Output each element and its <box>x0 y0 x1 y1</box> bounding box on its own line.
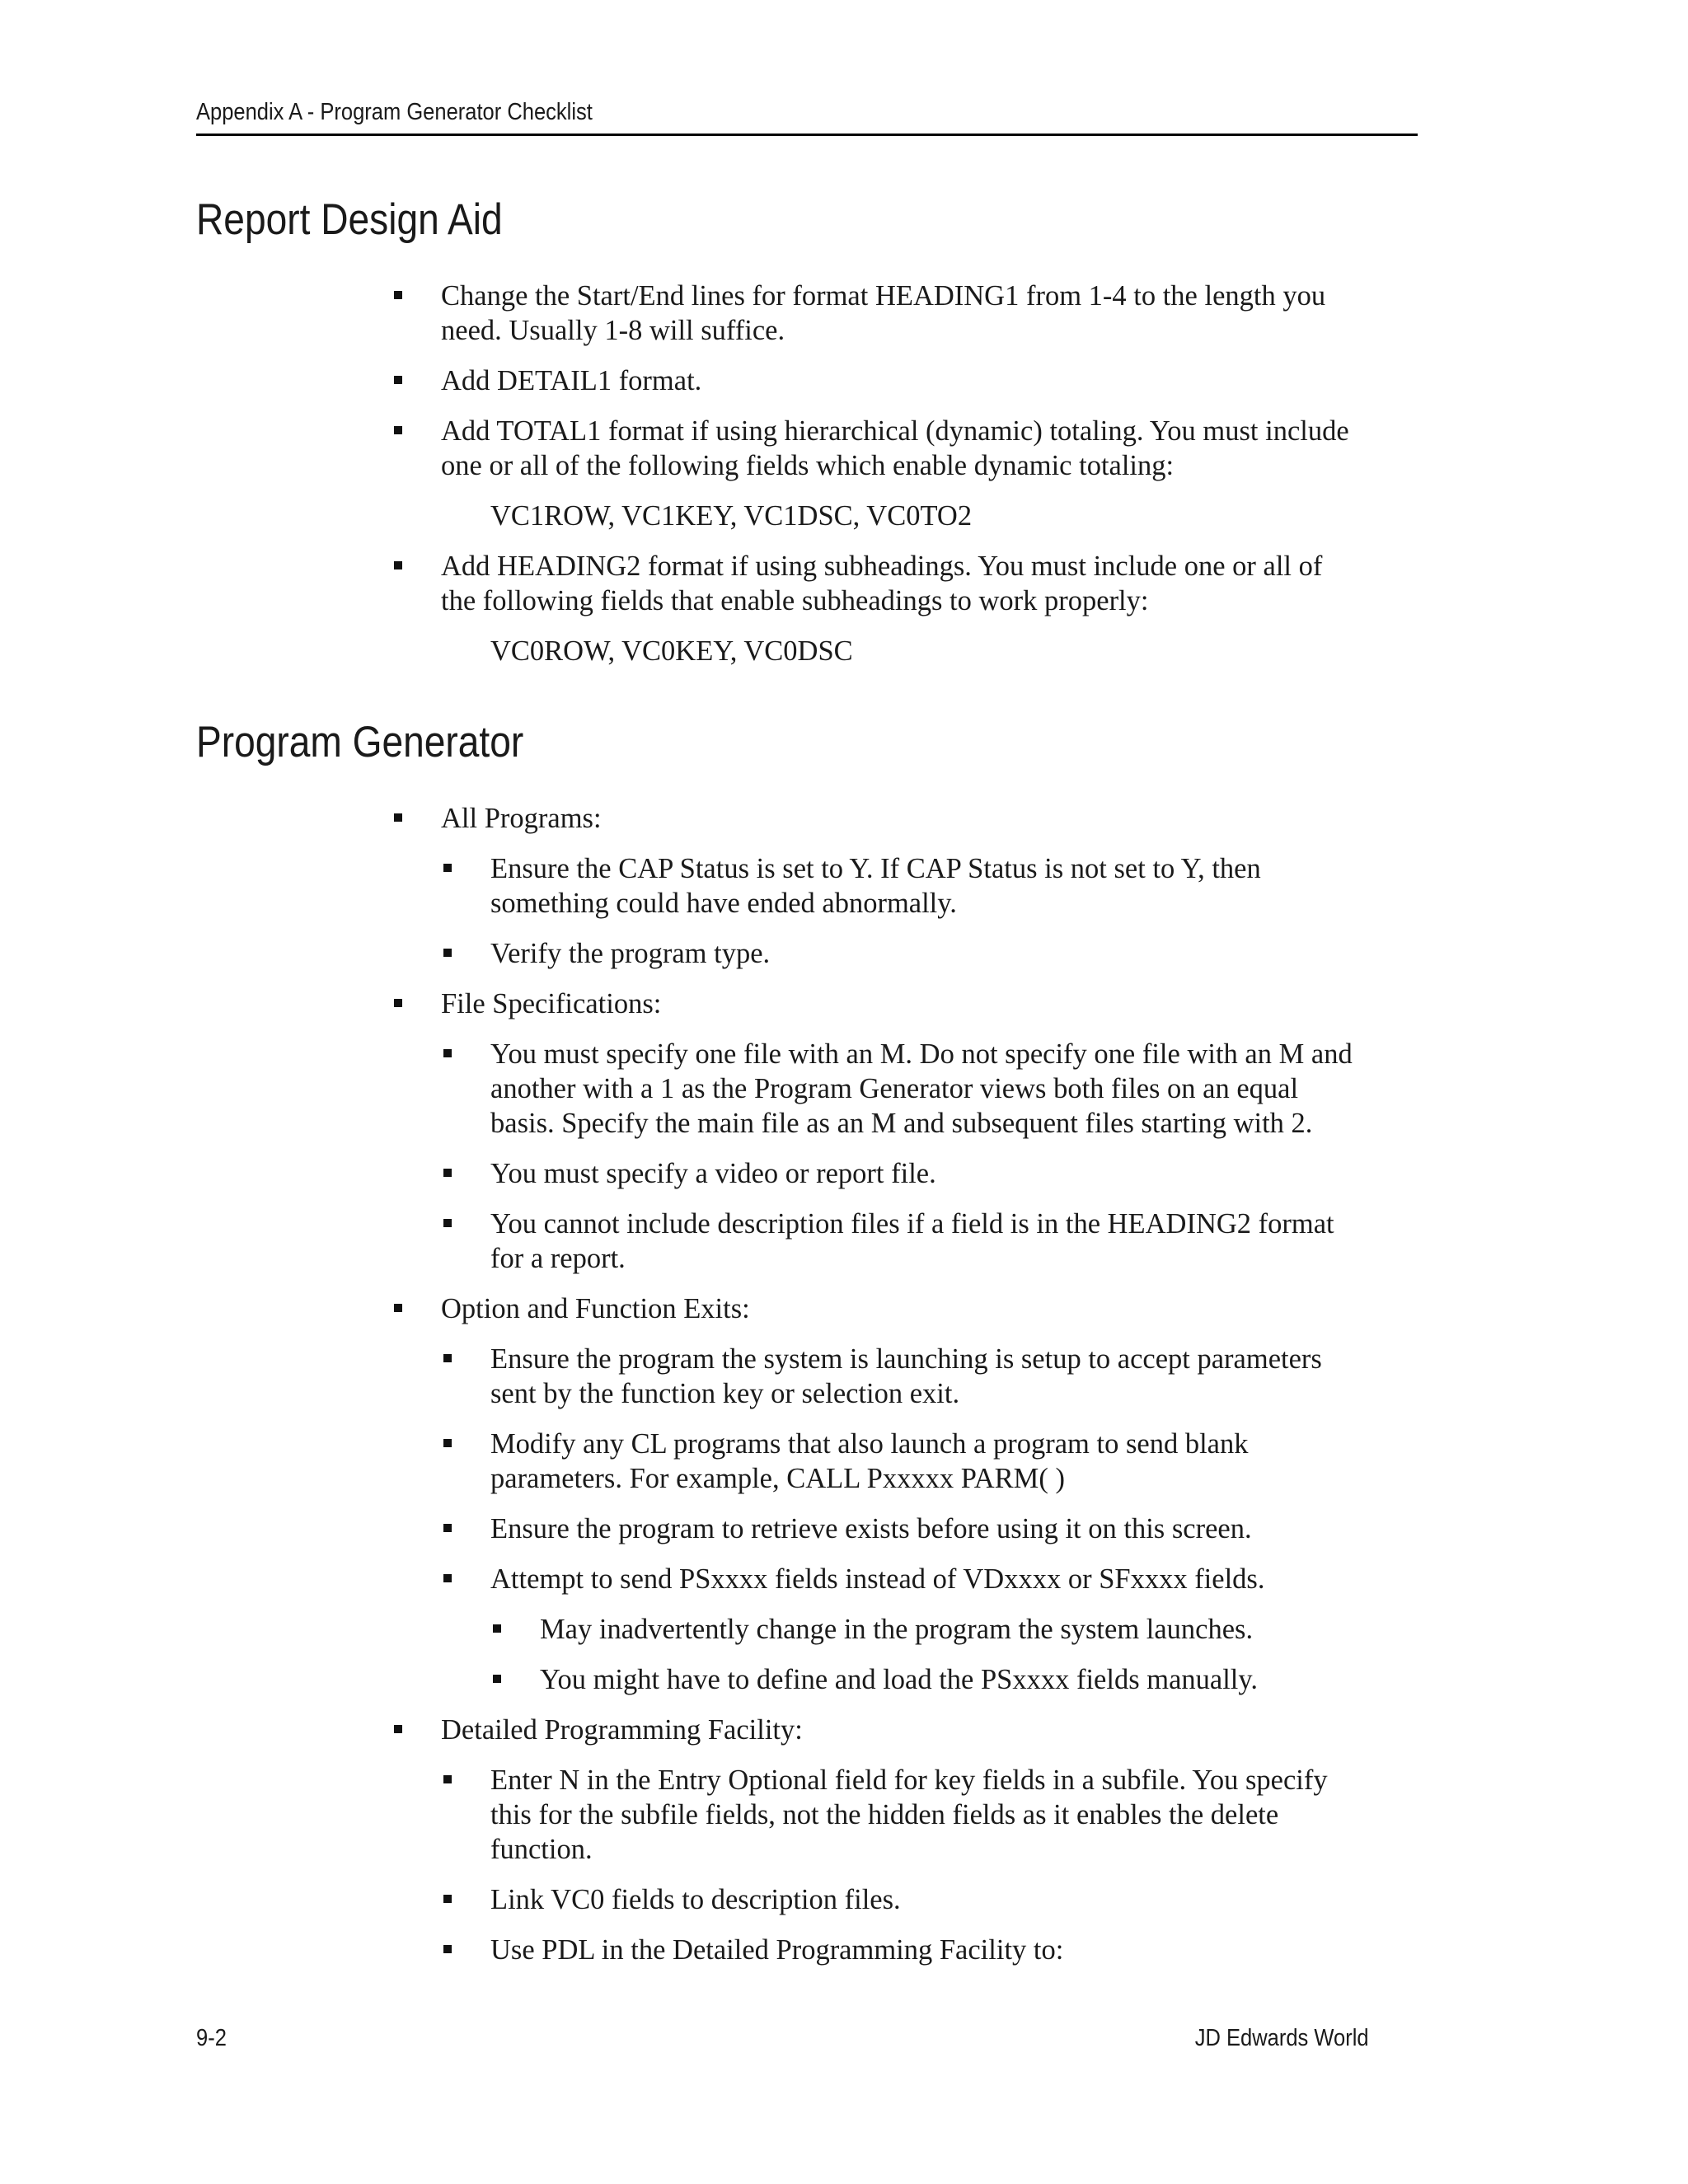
list-item-line: You cannot include description files if a field is in the HEADING2 format <box>490 1208 1334 1240</box>
list-item-line: You might have to define and load the PSxxxx fields manually. <box>540 1664 1259 1695</box>
list-item-line: Link VC0 fields to description files. <box>490 1884 901 1915</box>
list-item-line: sent by the function key or selection exit. <box>490 1378 960 1409</box>
bullet-icon <box>443 1169 452 1177</box>
list-item-line: parameters. For example, CALL Pxxxxx PARM( ) <box>490 1463 1065 1494</box>
list-item <box>490 1511 1252 1546</box>
bullet-icon <box>394 426 402 434</box>
list-item-line: need. Usually 1-8 will suffice. <box>441 315 785 346</box>
list-item-line: You must specify a video or report file. <box>490 1158 936 1189</box>
list-item <box>441 279 1325 348</box>
list-item-line: for a report. <box>490 1243 626 1274</box>
bullet-icon <box>443 1945 452 1953</box>
list-item-line: Add TOTAL1 format if using hierarchical (dynamic) totaling. You must include <box>441 415 1349 447</box>
list-item <box>490 1156 936 1191</box>
bullet-icon <box>443 949 452 957</box>
bullet-icon <box>443 1219 452 1227</box>
bullet-icon <box>394 999 402 1007</box>
list-item-line: May inadvertently change in the program the system launches. <box>540 1614 1254 1645</box>
list-item-line: You must specify one file with an M. Do not specify one file with an M and <box>490 1038 1353 1070</box>
list-item-line: Change the Start/End lines for format HEADING1 from 1-4 to the length you <box>441 280 1326 312</box>
list-item-line: something could have ended abnormally. <box>490 888 957 919</box>
bullet-icon <box>443 1574 452 1582</box>
list-item <box>441 549 1322 618</box>
header-title: Appendix A - Program Generator Checklist <box>196 99 593 125</box>
list-item-line: Ensure the program the system is launching is setup to accept parameters <box>490 1343 1322 1375</box>
bullet-icon <box>443 1354 452 1362</box>
list-item <box>490 851 1261 921</box>
bullet-icon <box>443 1049 452 1057</box>
page-header <box>196 97 1418 136</box>
list-item-line: Detailed Programming Facility: <box>441 1714 803 1746</box>
bullet-icon <box>443 1524 452 1532</box>
list-item <box>441 801 602 836</box>
bullet-icon <box>394 376 402 384</box>
bullet-icon <box>394 813 402 822</box>
list-item-line: Use PDL in the Detailed Programming Facility to: <box>490 1934 1064 1966</box>
list-item-line: one or all of the following fields which enable dynamic totaling: <box>441 450 1175 481</box>
bullet-icon <box>493 1624 501 1633</box>
page-number: 9-2 <box>196 2025 227 2051</box>
list-item <box>490 936 770 971</box>
list-item <box>490 1882 901 1917</box>
bullet-icon <box>443 1775 452 1783</box>
list-item-line: the following fields that enable subheadings to work properly: <box>441 585 1149 616</box>
field-list-text <box>490 499 972 533</box>
field-list-text <box>490 634 853 668</box>
list-item-line: this for the subfile fields, not the hidden fields as it enables the delete <box>490 1799 1279 1830</box>
bullet-icon <box>443 1895 452 1903</box>
list-item-line: VC1ROW, VC1KEY, VC1DSC, VC0TO2 <box>490 500 973 532</box>
list-item-line: basis. Specify the main file as an M and subsequent files starting with 2. <box>490 1108 1313 1139</box>
list-item <box>490 1763 1328 1867</box>
list-item <box>490 1933 1063 1967</box>
list-item-line: Option and Function Exits: <box>441 1293 750 1324</box>
list-item-line: Attempt to send PSxxxx fields instead of VDxxxx or SFxxxx fields. <box>490 1563 1265 1595</box>
list-item <box>441 1713 803 1747</box>
list-item-line: Ensure the program to retrieve exists before using it on this screen. <box>490 1513 1252 1544</box>
bullet-icon <box>394 1304 402 1312</box>
list-item <box>441 1291 750 1326</box>
bullet-icon <box>443 1439 452 1447</box>
list-item-line: Add HEADING2 format if using subheadings. You must include one or all of <box>441 551 1323 582</box>
list-item <box>441 987 661 1021</box>
list-item-line: another with a 1 as the Program Generator views both files on an equal <box>490 1073 1299 1104</box>
list-item-line: Verify the program type. <box>490 938 771 969</box>
list-item-line: Modify any CL programs that also launch a program to send blank <box>490 1428 1249 1460</box>
bullet-icon <box>394 1725 402 1733</box>
list-item <box>540 1662 1258 1697</box>
list-item <box>540 1612 1253 1647</box>
list-item <box>490 1562 1264 1596</box>
list-item <box>490 1427 1248 1496</box>
list-item-line: File Specifications: <box>441 988 662 1019</box>
section-title-program-generator: Program Generator <box>196 718 524 766</box>
section-title-report-design-aid: Report Design Aid <box>196 195 503 244</box>
list-item-line: VC0ROW, VC0KEY, VC0DSC <box>490 635 853 667</box>
list-item <box>441 363 701 398</box>
list-item-line: Ensure the CAP Status is set to Y. If CAP Status is not set to Y, then <box>490 853 1261 884</box>
list-item <box>490 1342 1322 1411</box>
list-item-line: Enter N in the Entry Optional field for key fields in a subfile. You specify <box>490 1765 1328 1796</box>
list-item-line: function. <box>490 1834 593 1865</box>
list-item <box>490 1207 1334 1276</box>
list-item-line: All Programs: <box>441 803 602 834</box>
bullet-icon <box>493 1675 501 1683</box>
bullet-icon <box>443 864 452 872</box>
list-item <box>441 414 1349 483</box>
bullet-icon <box>394 291 402 299</box>
list-item-line: Add DETAIL1 format. <box>441 365 702 396</box>
list-item <box>490 1037 1353 1141</box>
bullet-icon <box>394 561 402 569</box>
footer-product: JD Edwards World <box>1195 2025 1369 2051</box>
